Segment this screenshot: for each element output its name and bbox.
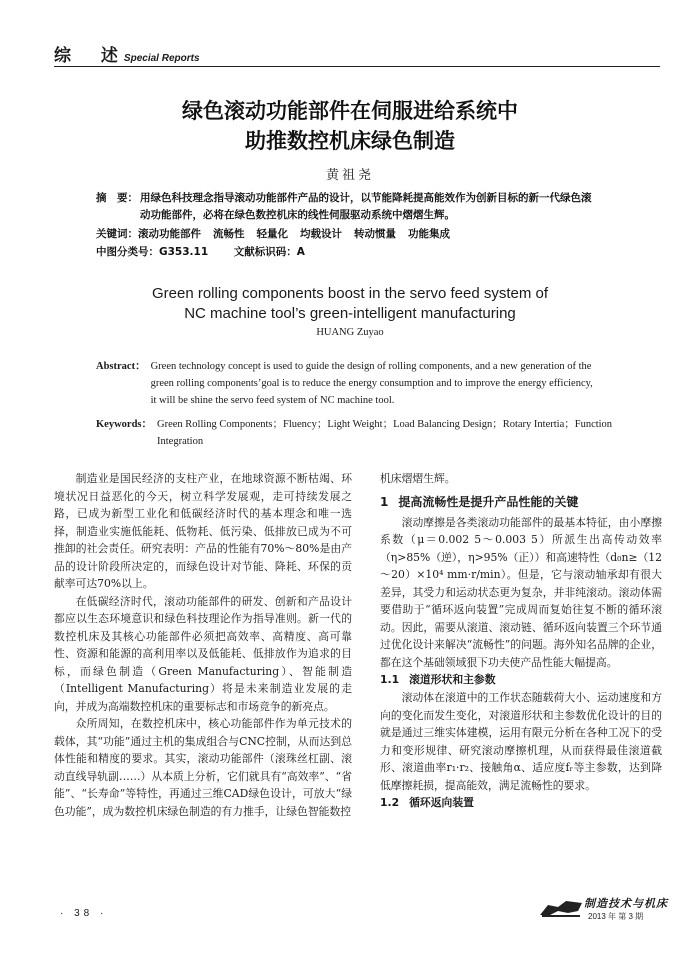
document-code: 文献标识码：A — [233, 246, 305, 258]
keywords-en-line: Green Rolling Components；Fluency；Light Weight；Load Balancing Design；Rotary Intertia；Function — [157, 419, 613, 430]
keyword-cn: 轻量化 — [256, 228, 288, 240]
classification — [96, 244, 666, 261]
title-en-line-2: NC machine tool’s green-intelligent manufacturing — [184, 305, 516, 322]
body-column-right — [380, 470, 662, 812]
subsection-heading-1-2 — [380, 794, 662, 812]
body-paragraph: 在低碳经济时代，滚动功能部件的研发、创新和产品设计都应以生态环境意识和绿色科技理论作为指导准则。新一代的数控机床及其核心功能部件必须把高效率、高精度、高可靠性、资源和能源的高利用率以及低能耗、低排放作为追求的目标，而绿色制造（Green Manufacturing）、智能制造（Intelligent Manufacturing）将是未来制造业发展的走向，并成为高端数控机床的重要标志和市场竞争的新亮点。 — [54, 594, 352, 713]
journal-logo — [538, 893, 670, 927]
abstract-cn — [96, 190, 666, 224]
abstract-en-line: green rolling components’goal is to reduce the energy consumption and to improve the energy efficiency, — [150, 378, 593, 389]
title-cn-line-2: 助推数控机床绿色制造 — [245, 129, 455, 153]
keywords-en-label: Keywords： — [96, 419, 152, 430]
keyword-cn: 流畅性 — [213, 228, 245, 240]
section-heading-1 — [380, 492, 662, 512]
abstract-en — [96, 358, 662, 409]
section-label-en: Special Reports — [123, 53, 200, 64]
body-paragraph: 滚动体在滚道中的工作状态随载荷大小、运动速度和方向的变化而发生变化，对滚道形状和主参数优化设计的目的就是通过三维实体建模，运用有限元分析在各种工况下的受力和变形规律、研究滚动摩擦机理，从而获得最佳滚道截形、滚道曲率r₁·r₂、接触角α、适应度fᵣ等主参数，达到降低摩擦耗损，提高能效，满足流畅性的要求。 — [380, 691, 662, 792]
subsection-number: 1.2 — [380, 796, 400, 809]
abstract-cn-label: 摘 要： — [96, 192, 138, 204]
section-number: 1 — [380, 494, 389, 509]
machine-tool-icon — [538, 897, 584, 919]
abstract-cn-line-1: 用绿色科技理念指导滚动功能部件产品的设计，以节能降耗提高能效作为创新目标的新一代绿色滚 — [140, 192, 592, 204]
keyword-cn: 均载设计 — [300, 228, 342, 240]
keywords-cn-label: 关键词： — [96, 228, 138, 240]
author-en: HUANG Zuyao — [316, 327, 384, 338]
abstract-en-line: Green technology concept is used to guide the design of rolling components, and a new generation of the — [150, 361, 592, 372]
journal-issue: 2013 年 第 3 期 — [588, 912, 644, 921]
journal-name: 制造技术与机床 — [584, 897, 668, 910]
keyword-cn: 滚动功能部件 — [138, 228, 201, 240]
subsection-heading-1-1 — [380, 671, 662, 689]
keyword-cn: 转动惯量 — [354, 228, 396, 240]
body-paragraph: 制造业是国民经济的支柱产业，在地球资源不断枯竭、环境状况日益恶化的今天，树立科学发展观，走可持续发展之路，已成为新型工业化和低碳经济时代的基本理念和唯一选择，制造业实施低能耗、低物耗、低污染、低排放已成为不可推卸的社会责任。研究表明：产品的性能有70%～80%是由产品的设计阶段所决定的，而绿色设计对节能、降耗、环保的贡献率可达70%以上。 — [54, 472, 352, 590]
article-title-cn — [60, 96, 640, 156]
body-column-left — [54, 470, 352, 820]
section-label-cn: 综 述 — [54, 46, 130, 66]
body-paragraph: 众所周知，在数控机床中，核心功能部件作为单元技术的载体，其“功能”通过主机的集成组合与CNC控制，从而达到总体性能和精度的要求。其实，滚动功能部件（滚珠丝杠副、滚动直线导轨副……）从本质上分析，它们就具有“高效率”、“省能”、“长寿命”等特性，再通过三维CAD绿色设计，可放大“绿色功能”，成为数控机床绿色制造的有力推手，让绿色智能数控 — [54, 717, 352, 818]
abstract-en-line: it will be shine the servo feed system of NC machine tool. — [150, 395, 395, 406]
subsection-number: 1.1 — [380, 673, 400, 686]
author-cn: 黄祖尧 — [325, 168, 374, 183]
abstract-cn-line-2: 动功能部件，必将在绿色数控机床的线性伺服驱动系统中熠熠生辉。 — [140, 209, 455, 221]
keyword-cn: 功能集成 — [408, 228, 450, 240]
section-title: 提高流畅性是提升产品性能的关键 — [398, 494, 579, 509]
abstract-en-label: Abstract： — [96, 361, 146, 372]
page-number: · 38 · — [60, 908, 108, 919]
subsection-title: 循环返向装置 — [409, 796, 474, 809]
keywords-en — [96, 416, 662, 450]
clc-number: 中图分类号：G353.11 — [96, 246, 209, 258]
article-title-en — [60, 284, 640, 324]
subsection-title: 滚道形状和主参数 — [409, 673, 496, 686]
title-cn-line-1: 绿色滚动功能部件在伺服进给系统中 — [182, 99, 518, 123]
body-paragraph: 机床熠熠生辉。 — [380, 472, 456, 485]
section-header — [54, 44, 660, 67]
title-en-line-1: Green rolling components boost in the servo feed system of — [151, 285, 549, 302]
keywords-cn — [96, 226, 666, 243]
body-paragraph: 滚动摩擦是各类滚动功能部件的最基本特征，由小摩擦系数（μ＝0.002 5～0.003 5）所派生出高传动效率（η>85%（逆），η>95%（正））和高速特性（d₀n≥（12～20）×10⁴ mm·r/min）。但是，它与滚动轴承却有很大差异，其受力和运动状态更为复杂，并非纯滚动。滚动体需要借助于“循环返向装置”完成周而复始往复不断的循环滚动。因此，需要从滚道、滚动链、循环返向装置三个环节通过优化设计来解决“流畅性”的问题。海外知名品牌的企业，都在这个基础领域狠下功夫使产品性能大幅提高。 — [380, 515, 662, 669]
keywords-en-line: Integration — [157, 436, 204, 447]
